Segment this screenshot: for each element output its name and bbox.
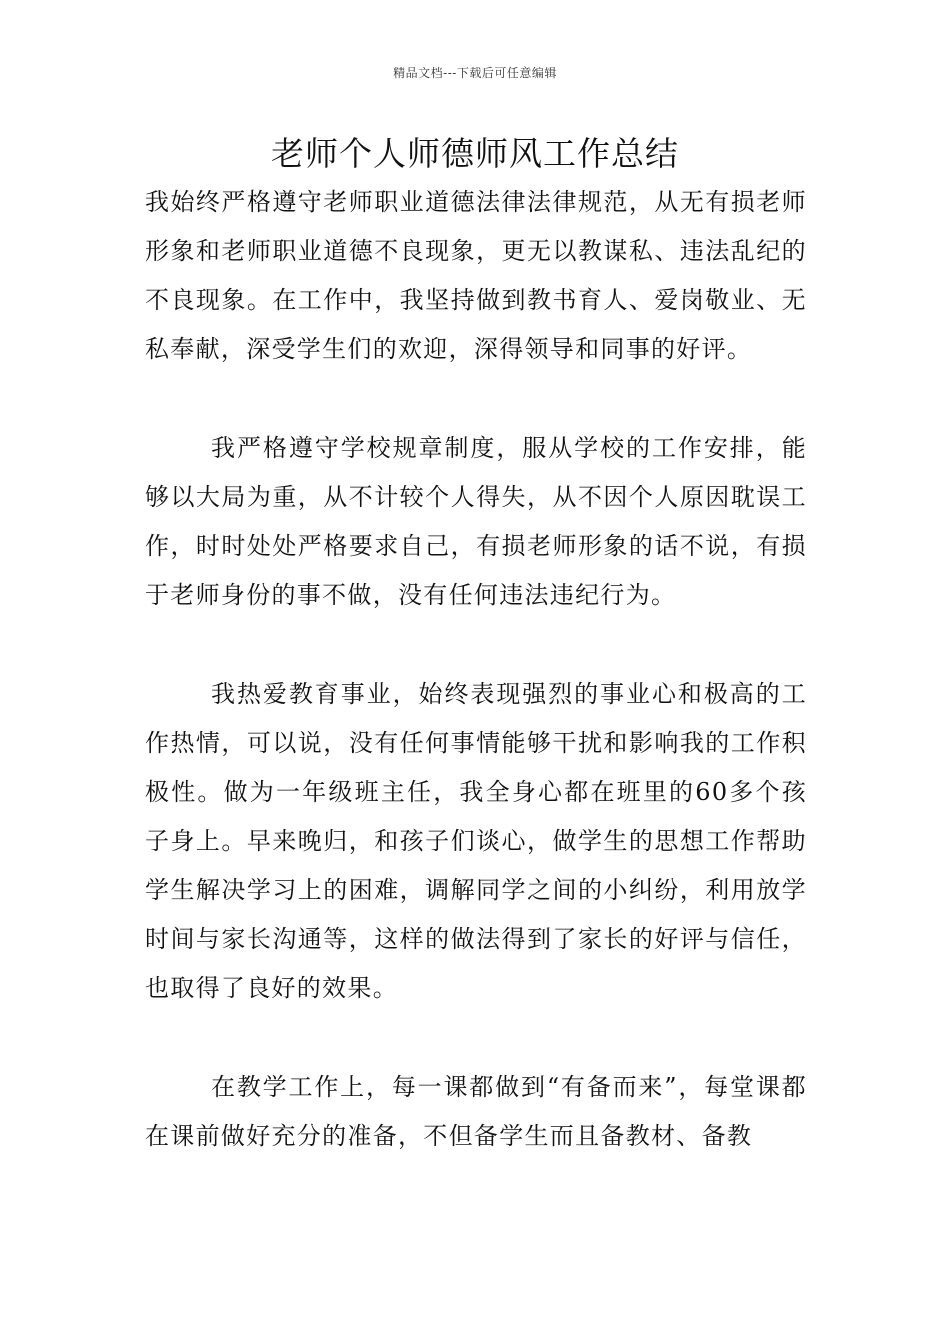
paragraph-3: 我热爱教育事业，始终表现强烈的事业心和极高的工作热情，可以说，没有任何事情能够干扰和影响我的工作积极性。做为一年级班主任，我全身心都在班里的60多个孩子身上。早来晚归，和孩子们谈心，做学生的思想工作帮助学生解决学习上的困难，调解同学之间的小纠纷，利用放学时间与家长沟通等，这样的做法得到了家长的好评与信任，也取得了良好的效果。 (145, 680, 807, 1002)
paragraph-2: 我严格遵守学校规章制度，服从学校的工作安排，能够以大局为重，从不计较个人得失，从不因个人原因耽误工作，时时处处严格要求自己，有损老师形象的话不说，有损于老师身份的事不做，没有任何违法违纪行为。 (145, 434, 807, 609)
paragraph-spacer (145, 374, 807, 424)
paragraph-spacer (145, 620, 807, 670)
document-title: 老师个人师德师风工作总结 (271, 134, 679, 173)
paragraph-spacer (145, 1013, 807, 1063)
paragraph-1: 我始终严格遵守老师职业道德法律法律规范，从无有损老师形象和老师职业道德不良现象，更无以教谋私、违法乱纪的不良现象。在工作中，我坚持做到教书育人、爱岗敬业、无私奉献，深受学生们的欢迎，深得领导和同事的好评。 (145, 188, 807, 363)
paragraph-4: 在教学工作上，每一课都做到“有备而来”，每堂课都在课前做好充分的准备，不但备学生而且备教材、备教 (145, 1073, 807, 1150)
document-body (145, 178, 807, 1161)
header-note: 精品文档---下载后可任意编辑 (393, 66, 557, 80)
